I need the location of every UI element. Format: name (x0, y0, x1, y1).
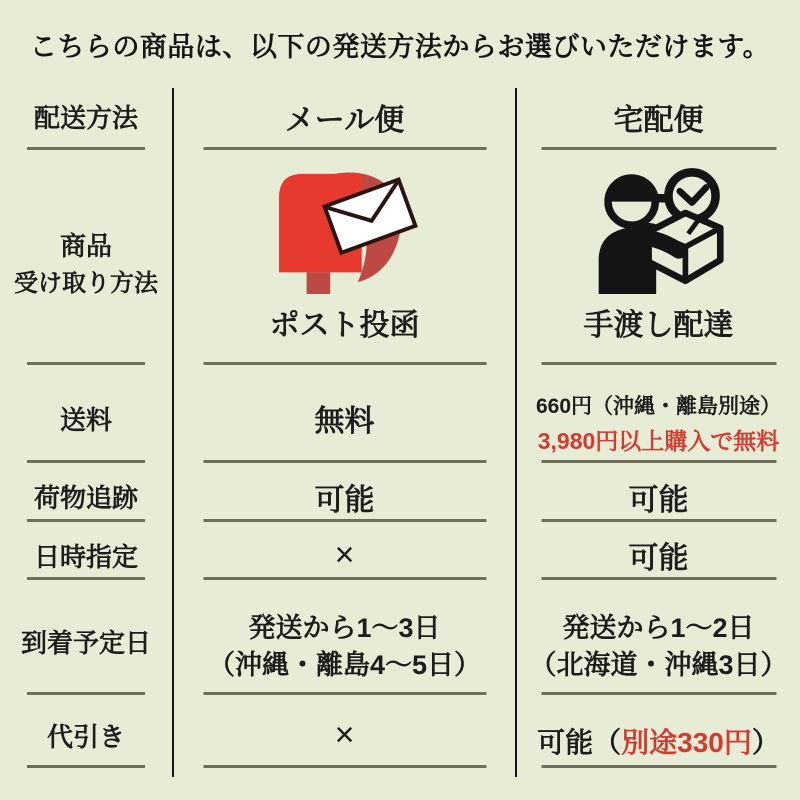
cod-suffix: ） (751, 726, 780, 758)
page-title: こちらの商品は、以下の発送方法からお選びいただけます。 (29, 31, 771, 62)
mail-fee-cell (172, 374, 515, 472)
cod-extra-fee: 別途330円 (621, 726, 752, 758)
row-label-datetime (0, 531, 172, 589)
mail-tracking-cell (172, 472, 515, 531)
header-courier-service (515, 88, 800, 159)
row-label-fee (0, 374, 172, 472)
underline (27, 577, 145, 580)
underline (27, 519, 145, 522)
courier-arrival-cell (515, 589, 800, 704)
header-mail-service (172, 88, 515, 159)
shipping-methods-table (0, 88, 800, 777)
underline (27, 692, 145, 695)
mailbox-envelope-icon (271, 164, 419, 294)
underline (203, 147, 486, 150)
mail-datetime-value: × (334, 535, 355, 574)
courier-fee-cell (515, 374, 800, 472)
underline (541, 460, 776, 463)
courier-datetime-value: 可能 (628, 542, 689, 575)
mail-fee-value: 無料 (314, 405, 375, 438)
mail-datetime-cell (172, 531, 515, 589)
courier-arrival-line1: 発送から1〜2日 (562, 613, 755, 644)
courier-tracking-cell (515, 472, 800, 531)
underline (203, 362, 486, 365)
arrival-label: 到着予定日 (20, 628, 151, 658)
datetime-label: 日時指定 (33, 541, 138, 572)
courier-datetime-cell (515, 531, 800, 589)
underline (541, 519, 776, 522)
header-courier-service-label: 宅配便 (613, 103, 704, 137)
cod-label: 代引き (46, 722, 125, 752)
courier-cod-cell (515, 704, 800, 777)
receive-label-line1: 商品 (59, 230, 112, 261)
underline (27, 362, 145, 365)
header-delivery-method-label: 配送方法 (33, 103, 138, 133)
mail-arrival-line1: 発送から1〜3日 (248, 613, 441, 644)
courier-tracking-value: 可能 (628, 483, 689, 517)
mail-arrival-line2: （沖縄・離島4〜5日） (207, 649, 482, 680)
row-label-cod (0, 704, 172, 777)
mail-tracking-value: 可能 (314, 483, 375, 517)
underline (541, 577, 776, 580)
underline (541, 765, 776, 768)
header-mail-service-label: メール便 (284, 103, 405, 137)
underline (203, 460, 486, 463)
courier-receive-caption: 手渡し配達 (583, 309, 734, 342)
row-label-tracking (0, 472, 172, 531)
mail-cod-value: × (334, 716, 355, 754)
courier-fee-base: 660円（沖縄・離島別途） (535, 395, 782, 418)
courier-receive-cell (515, 159, 800, 374)
courier-arrival-line2: （北海道・沖縄3日） (529, 649, 788, 680)
underline (203, 519, 486, 522)
courier-cod-value (537, 721, 780, 761)
cod-prefix: 可能（ (537, 726, 622, 758)
receive-label-line2: 受け取り方法 (14, 269, 158, 297)
mail-cod-cell (172, 704, 515, 777)
mail-receive-caption: ポスト投函 (269, 309, 420, 342)
underline (541, 692, 776, 695)
delivery-person-clock-icon (590, 162, 728, 294)
underline (27, 765, 145, 768)
header-delivery-method (0, 88, 172, 159)
underline (203, 765, 486, 768)
tracking-label: 荷物追跡 (33, 483, 138, 513)
underline (203, 577, 486, 580)
underline (203, 692, 486, 695)
courier-fee-free-condition: 3,980円以上購入で無料 (537, 428, 780, 454)
mail-receive-cell (172, 159, 515, 374)
mail-arrival-cell (172, 589, 515, 704)
row-label-receive-method (0, 159, 172, 374)
underline (541, 362, 776, 365)
underline (27, 147, 145, 150)
underline (27, 460, 145, 463)
row-label-arrival (0, 589, 172, 704)
fee-label: 送料 (59, 404, 112, 435)
underline (541, 147, 776, 150)
